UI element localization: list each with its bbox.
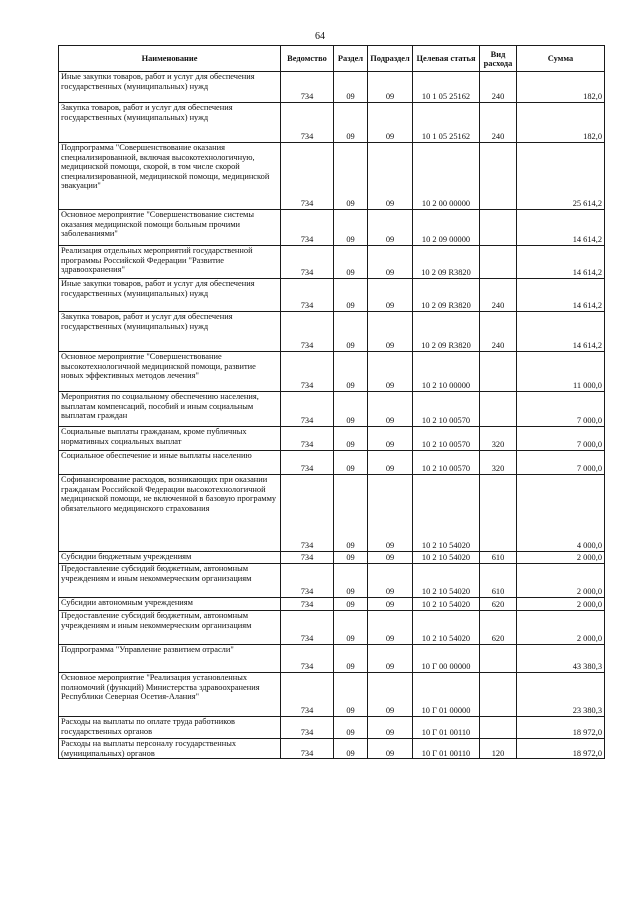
- table-row: [59, 143, 605, 210]
- cell-article: 10 2 09 R3820: [413, 279, 480, 312]
- cell-type: 610: [480, 552, 517, 564]
- table-row: [59, 739, 605, 759]
- table-row: [59, 598, 605, 611]
- cell-section: 09: [334, 598, 368, 611]
- cell-subsection: 09: [368, 246, 413, 279]
- cell-name: Предоставление субсидий бюджетным, автономным учреждениям и иным некоммерческим организациям: [59, 564, 281, 598]
- cell-subsection: 09: [368, 103, 413, 143]
- budget-table: [58, 45, 605, 759]
- cell-section: 09: [334, 72, 368, 103]
- cell-sum: 18 972,0: [517, 739, 605, 759]
- cell-article: 10 Г 01 00110: [413, 739, 480, 759]
- cell-article: 10 2 10 54020: [413, 564, 480, 598]
- cell-dept: 734: [281, 279, 334, 312]
- cell-subsection: 09: [368, 552, 413, 564]
- cell-sum: 14 614,2: [517, 246, 605, 279]
- cell-section: 09: [334, 279, 368, 312]
- cell-type: [480, 143, 517, 210]
- cell-sum: 14 614,2: [517, 210, 605, 246]
- cell-dept: 734: [281, 717, 334, 739]
- table-row: [59, 717, 605, 739]
- cell-name: Субсидии автономным учреждениям: [59, 598, 281, 611]
- cell-subsection: 09: [368, 72, 413, 103]
- cell-subsection: 09: [368, 279, 413, 312]
- cell-subsection: 09: [368, 352, 413, 392]
- cell-name: Социальные выплаты гражданам, кроме публичных нормативных социальных выплат: [59, 427, 281, 451]
- cell-name: Иные закупки товаров, работ и услуг для обеспечения государственных (муниципальных) нужд: [59, 279, 281, 312]
- column-header-section: Раздел: [334, 46, 368, 72]
- cell-type: 240: [480, 72, 517, 103]
- cell-sum: 2 000,0: [517, 598, 605, 611]
- column-header-article: Целевая статья: [413, 46, 480, 72]
- cell-section: 09: [334, 645, 368, 673]
- cell-name: Подпрограмма "Совершенствование оказания специализированной, включая высокотехнологичную, медицинской помощи, скорой, в том числе скорой специализированной, медицинской помощи, медицинской эвакуации": [59, 143, 281, 210]
- cell-section: 09: [334, 246, 368, 279]
- table-row: [59, 312, 605, 352]
- table-row: [59, 564, 605, 598]
- cell-subsection: 09: [368, 717, 413, 739]
- cell-article: 10 2 10 00570: [413, 451, 480, 475]
- cell-article: 10 2 10 00000: [413, 352, 480, 392]
- cell-name: Реализация отдельных мероприятий государственной программы Российской Федерации "Развитие здравоохранения": [59, 246, 281, 279]
- cell-dept: 734: [281, 392, 334, 427]
- cell-section: 09: [334, 451, 368, 475]
- cell-subsection: 09: [368, 475, 413, 552]
- cell-subsection: 09: [368, 143, 413, 210]
- cell-section: 09: [334, 552, 368, 564]
- cell-sum: 25 614,2: [517, 143, 605, 210]
- cell-sum: 43 380,3: [517, 645, 605, 673]
- cell-dept: 734: [281, 103, 334, 143]
- cell-dept: 734: [281, 611, 334, 645]
- cell-name: Основное мероприятие "Совершенствование высокотехнологичной медицинской помощи, развитие новых эффективных методов лечения": [59, 352, 281, 392]
- cell-subsection: 09: [368, 739, 413, 759]
- cell-subsection: 09: [368, 611, 413, 645]
- cell-article: 10 Г 00 00000: [413, 645, 480, 673]
- cell-dept: 734: [281, 673, 334, 717]
- cell-dept: 734: [281, 552, 334, 564]
- cell-sum: 2 000,0: [517, 611, 605, 645]
- cell-name: Расходы на выплаты персоналу государственных (муниципальных) органов: [59, 739, 281, 759]
- cell-name: Основное мероприятие "Совершенствование системы оказания медицинской помощи больным прочими заболеваниями": [59, 210, 281, 246]
- cell-section: 09: [334, 739, 368, 759]
- cell-section: 09: [334, 717, 368, 739]
- cell-dept: 734: [281, 312, 334, 352]
- cell-name: Подпрограмма "Управление развитием отрасли": [59, 645, 281, 673]
- cell-sum: 182,0: [517, 103, 605, 143]
- cell-subsection: 09: [368, 312, 413, 352]
- table-header-row: [59, 46, 605, 72]
- table-row: [59, 352, 605, 392]
- cell-sum: 2 000,0: [517, 552, 605, 564]
- cell-type: 610: [480, 564, 517, 598]
- cell-section: 09: [334, 564, 368, 598]
- table-row: [59, 475, 605, 552]
- table-row: [59, 427, 605, 451]
- cell-type: [480, 352, 517, 392]
- cell-article: 10 2 10 00570: [413, 427, 480, 451]
- cell-dept: 734: [281, 143, 334, 210]
- cell-sum: 14 614,2: [517, 312, 605, 352]
- table-row: [59, 611, 605, 645]
- cell-sum: 18 972,0: [517, 717, 605, 739]
- cell-type: [480, 717, 517, 739]
- cell-type: 240: [480, 279, 517, 312]
- cell-dept: 734: [281, 598, 334, 611]
- cell-sum: 14 614,2: [517, 279, 605, 312]
- column-header-type: Вид расхода: [480, 46, 517, 72]
- cell-article: 10 Г 01 00110: [413, 717, 480, 739]
- table-row: [59, 392, 605, 427]
- cell-name: Предоставление субсидий бюджетным, автономным учреждениям и иным некоммерческим организациям: [59, 611, 281, 645]
- cell-section: 09: [334, 312, 368, 352]
- cell-sum: 23 380,3: [517, 673, 605, 717]
- cell-article: 10 2 09 00000: [413, 210, 480, 246]
- cell-name: Основное мероприятие "Реализация установленных полномочий (функций) Министерства здравоохранения Республики Северная Осетия-Алания": [59, 673, 281, 717]
- cell-type: [480, 246, 517, 279]
- cell-dept: 734: [281, 210, 334, 246]
- cell-type: 620: [480, 611, 517, 645]
- cell-dept: 734: [281, 645, 334, 673]
- cell-type: 240: [480, 103, 517, 143]
- cell-article: 10 2 09 R3820: [413, 312, 480, 352]
- column-header-sum: Сумма: [517, 46, 605, 72]
- cell-section: 09: [334, 210, 368, 246]
- cell-article: 10 1 05 25162: [413, 72, 480, 103]
- cell-subsection: 09: [368, 564, 413, 598]
- cell-article: 10 2 10 54020: [413, 611, 480, 645]
- cell-article: 10 2 10 00570: [413, 392, 480, 427]
- cell-section: 09: [334, 103, 368, 143]
- cell-article: 10 2 09 R3820: [413, 246, 480, 279]
- table-row: [59, 673, 605, 717]
- cell-name: Иные закупки товаров, работ и услуг для обеспечения государственных (муниципальных) нужд: [59, 72, 281, 103]
- table-row: [59, 645, 605, 673]
- cell-sum: 7 000,0: [517, 392, 605, 427]
- cell-subsection: 09: [368, 392, 413, 427]
- cell-article: 10 2 10 54020: [413, 475, 480, 552]
- cell-article: 10 Г 01 00000: [413, 673, 480, 717]
- cell-section: 09: [334, 427, 368, 451]
- cell-type: 240: [480, 312, 517, 352]
- table-body: [59, 72, 605, 759]
- cell-article: 10 2 10 54020: [413, 552, 480, 564]
- page-number: 64: [315, 31, 325, 42]
- cell-subsection: 09: [368, 451, 413, 475]
- cell-dept: 734: [281, 739, 334, 759]
- cell-type: [480, 392, 517, 427]
- cell-sum: 4 000,0: [517, 475, 605, 552]
- cell-section: 09: [334, 392, 368, 427]
- cell-name: Закупка товаров, работ и услуг для обеспечения государственных (муниципальных) нужд: [59, 103, 281, 143]
- cell-subsection: 09: [368, 598, 413, 611]
- cell-name: Социальное обеспечение и иные выплаты населению: [59, 451, 281, 475]
- cell-type: [480, 475, 517, 552]
- table-row: [59, 552, 605, 564]
- cell-subsection: 09: [368, 427, 413, 451]
- cell-article: 10 2 10 54020: [413, 598, 480, 611]
- cell-name: Расходы на выплаты по оплате труда работников государственных органов: [59, 717, 281, 739]
- cell-section: 09: [334, 475, 368, 552]
- cell-sum: 2 000,0: [517, 564, 605, 598]
- cell-name: Закупка товаров, работ и услуг для обеспечения государственных (муниципальных) нужд: [59, 312, 281, 352]
- cell-section: 09: [334, 352, 368, 392]
- cell-type: [480, 645, 517, 673]
- table-row: [59, 72, 605, 103]
- table-row: [59, 279, 605, 312]
- cell-type: [480, 673, 517, 717]
- cell-type: 620: [480, 598, 517, 611]
- cell-dept: 734: [281, 451, 334, 475]
- cell-subsection: 09: [368, 210, 413, 246]
- cell-type: 120: [480, 739, 517, 759]
- column-header-name: Наименование: [59, 46, 281, 72]
- cell-name: Мероприятия по социальному обеспечению населения, выплатам компенсаций, пособий и иным социальным выплатам граждан: [59, 392, 281, 427]
- cell-sum: 7 000,0: [517, 427, 605, 451]
- cell-sum: 182,0: [517, 72, 605, 103]
- cell-type: 320: [480, 451, 517, 475]
- cell-dept: 734: [281, 564, 334, 598]
- cell-dept: 734: [281, 427, 334, 451]
- cell-article: 10 1 05 25162: [413, 103, 480, 143]
- cell-section: 09: [334, 143, 368, 210]
- cell-dept: 734: [281, 352, 334, 392]
- cell-subsection: 09: [368, 645, 413, 673]
- cell-name: Субсидии бюджетным учреждениям: [59, 552, 281, 564]
- cell-article: 10 2 00 00000: [413, 143, 480, 210]
- table-row: [59, 210, 605, 246]
- table-row: [59, 451, 605, 475]
- cell-dept: 734: [281, 475, 334, 552]
- cell-dept: 734: [281, 72, 334, 103]
- cell-dept: 734: [281, 246, 334, 279]
- table-row: [59, 103, 605, 143]
- cell-name: Софинансирование расходов, возникающих при оказании гражданам Российской Федерации высокотехнологичной медицинской помощи, не включенной в базовую программу обязательного медицинского страхования: [59, 475, 281, 552]
- cell-sum: 11 000,0: [517, 352, 605, 392]
- cell-section: 09: [334, 673, 368, 717]
- table-row: [59, 246, 605, 279]
- cell-type: 320: [480, 427, 517, 451]
- cell-subsection: 09: [368, 673, 413, 717]
- cell-type: [480, 210, 517, 246]
- cell-section: 09: [334, 611, 368, 645]
- cell-sum: 7 000,0: [517, 451, 605, 475]
- column-header-dept: Ведомство: [281, 46, 334, 72]
- column-header-subsection: Подраздел: [368, 46, 413, 72]
